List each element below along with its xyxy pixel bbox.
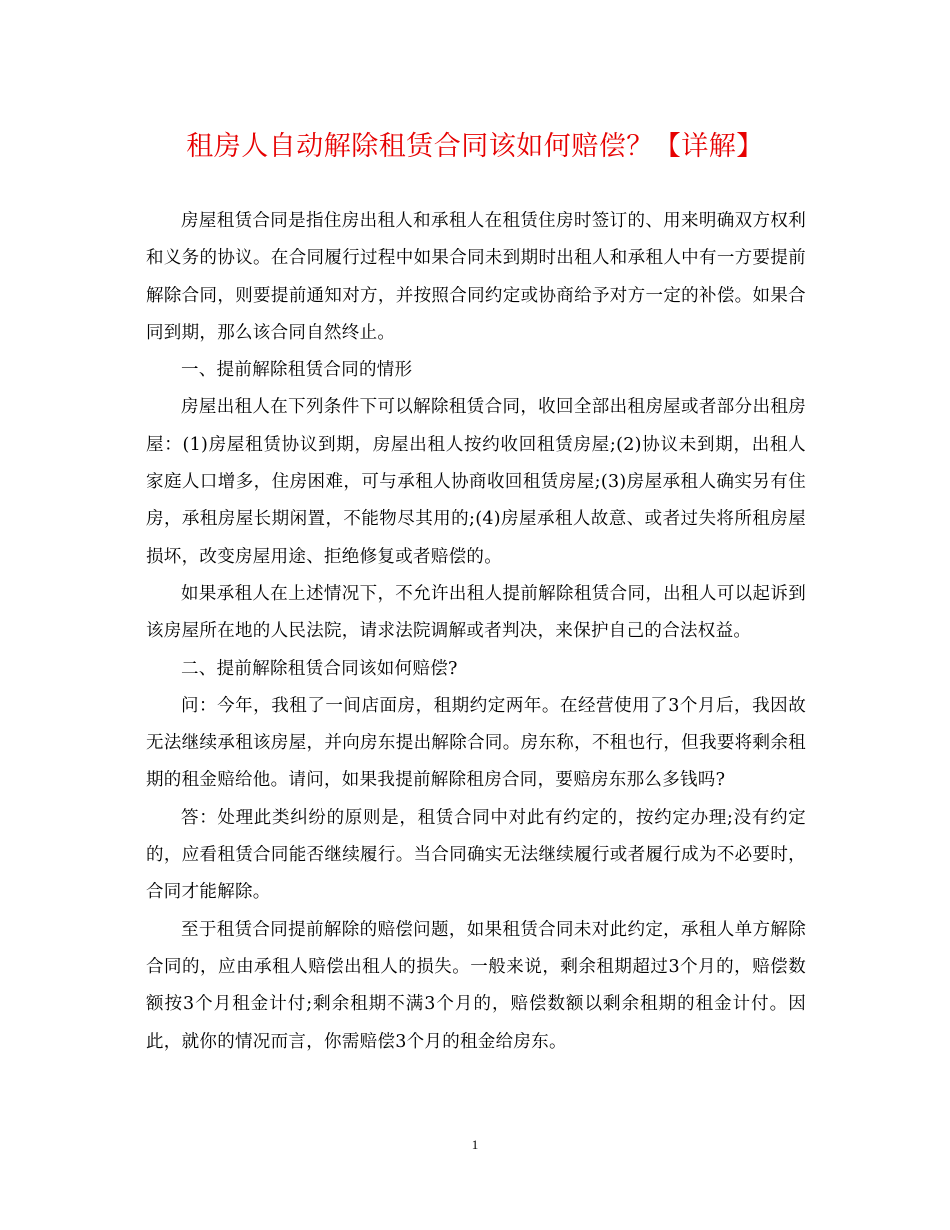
paragraph-answer: 答：处理此类纠纷的原则是，租赁合同中对此有约定的，按约定办理;没有约定的，应看租赁合同能否继续履行。当合同确实无法继续履行或者履行成为不必要时，合同才能解除。: [146, 807, 806, 903]
section-heading-1: 一、提前解除租赁合同的情形: [181, 360, 413, 381]
section-heading-2: 二、提前解除租赁合同该如何赔偿?: [181, 658, 458, 679]
paragraph-compensation: 至于租赁合同提前解除的赔偿问题，如果租赁合同未对此约定，承租人单方解除合同的，应由承租人赔偿出租人的损失。一般来说，剩余租期超过3个月的，赔偿数额按3个月租金计付;剩余租期不满3个月的，赔偿数额以剩余租期的租金计付。因此，就你的情况而言，你需赔偿3个月的租金给房东。: [146, 919, 806, 1052]
page-number: 1: [471, 1137, 479, 1152]
paragraph-intro: 房屋租赁合同是指住房出租人和承租人在租赁住房时签订的、用来明确双方权利和义务的协议。在合同履行过程中如果合同未到期时出租人和承租人中有一方要提前解除合同，则要提前通知对方，并按照合同约定或协商给予对方一定的补偿。如果合同到期，那么该合同自然终止。: [146, 211, 806, 343]
document-title: 租房人自动解除租赁合同该如何赔偿？【详解】: [186, 131, 764, 162]
paragraph-lawsuit: 如果承租人在上述情况下，不允许出租人提前解除租赁合同，出租人可以起诉到该房屋所在地的人民法院，请求法院调解或者判决，来保护自己的合法权益。: [146, 583, 806, 642]
document-body: [146, 203, 806, 1061]
paragraph-termination-conditions: 房屋出租人在下列条件下可以解除租赁合同，收回全部出租房屋或者部分出租房屋：(1)房屋租赁协议到期，房屋出租人按约收回租赁房屋;(2)协议未到期，出租人家庭人口增多，住房困难，可与承租人协商收回租赁房屋;(3)房屋承租人确实另有住房，承租房屋长期闲置，不能物尽其用的;(4)房屋承租人故意、或者过失将所租房屋损坏，改变房屋用途、拒绝修复或者赔偿的。: [146, 397, 806, 567]
paragraph-question: 问：今年，我租了一间店面房，租期约定两年。在经营使用了3个月后，我因故无法继续承租该房屋，并向房东提出解除合同。房东称，不租也行，但我要将剩余租期的租金赔给他。请问，如果我提前解除租房合同，要赔房东那么多钱吗?: [146, 695, 806, 791]
